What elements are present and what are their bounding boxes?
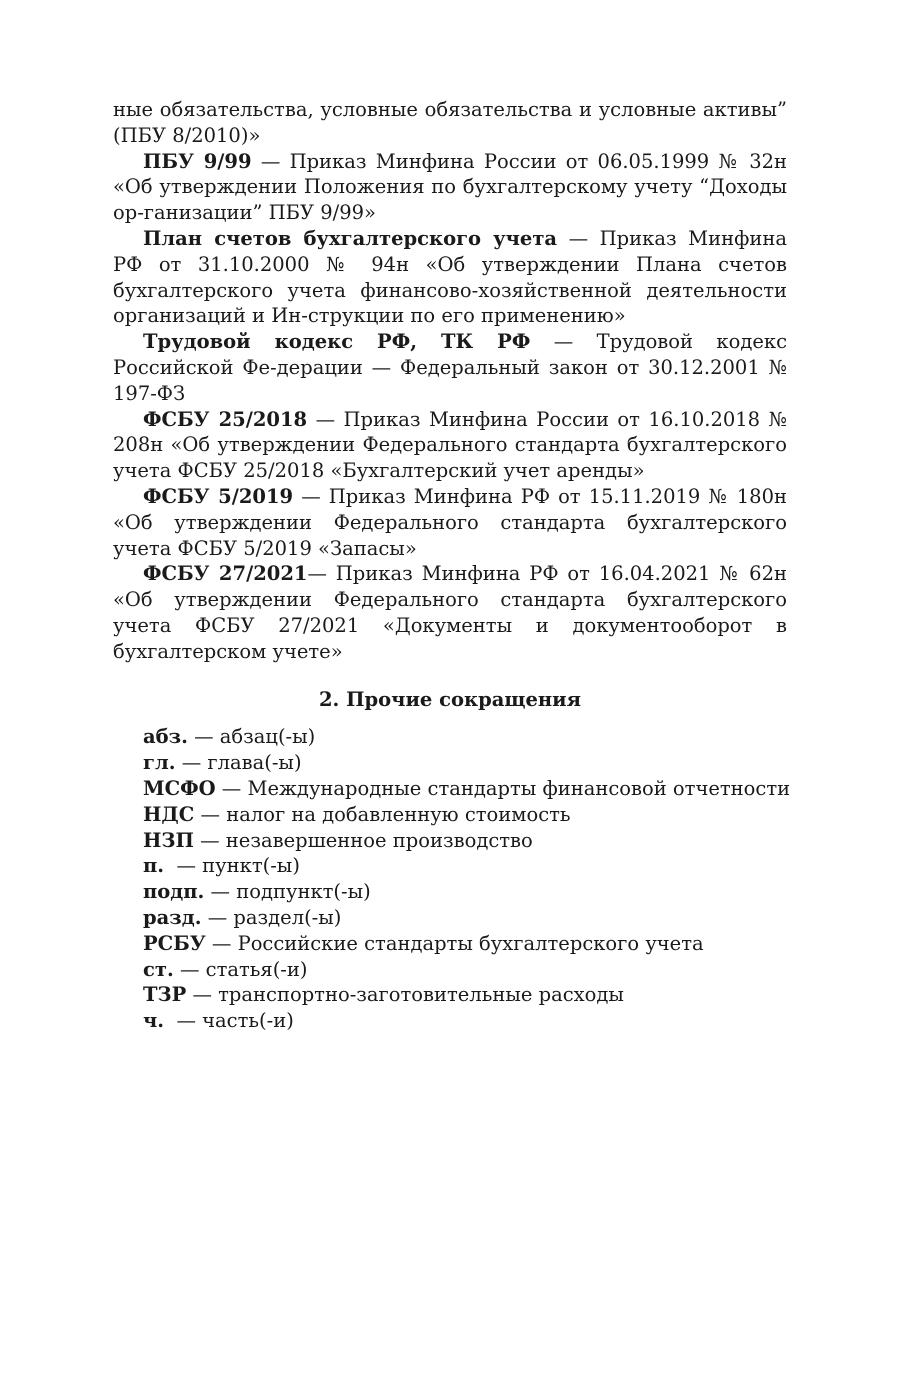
abbreviation-item (143, 724, 787, 750)
abbreviation-item (143, 905, 787, 931)
abbreviation-term: НДС (143, 802, 195, 826)
abbreviation-term: МСФО (143, 776, 216, 800)
reference-entry (113, 407, 787, 484)
abbreviation-term: ТЗР (143, 983, 187, 1007)
abbreviation-term: НЗП (143, 828, 194, 852)
abbreviation-item (143, 802, 787, 828)
reference-entry (113, 149, 787, 226)
document-page (113, 97, 791, 1034)
reference-text: — Приказ Минфина России от 06.05.1999 № 32н «Об утверждении Положения по бухгалтерскому учету “Доходы ор-ганизации” ПБУ 9/99» (113, 149, 787, 225)
abbreviation-item (143, 1008, 787, 1034)
reference-term: План счетов бухгалтерского учета (143, 226, 558, 250)
continued-line-1: ные обязательства, условные обязательства и условные активы” (113, 98, 787, 121)
abbreviation-meaning: — незавершенное производство (193, 828, 533, 852)
reference-entry (113, 484, 787, 561)
reference-text: — Приказ Минфина РФ от 15.11.2019 № 180н «Об утверждении Федерального стандарта бухгалтерского учета ФСБУ 5/2019 «Запасы» (113, 484, 787, 560)
abbreviation-item (143, 828, 787, 854)
reference-text: — Приказ Минфина РФ от 31.10.2000 № 94н «Об утверждении Плана счетов бухгалтерского учета финансово-хозяйственной деятельности организаций и Ин-струкции по его применению» (113, 226, 787, 328)
abbreviation-item (143, 750, 787, 776)
abbreviation-item (143, 957, 787, 983)
abbreviation-term: разд. (143, 905, 202, 929)
reference-entry (113, 329, 787, 406)
abbreviation-meaning: — Российские стандарты бухгалтерского учета (205, 931, 704, 955)
abbreviation-item (143, 879, 787, 905)
reference-term: ФСБУ 27/2021 (143, 562, 308, 586)
abbreviation-meaning: — абзац(-ы) (187, 725, 316, 749)
section-title: 2. Прочие сокращения (318, 687, 581, 711)
reference-entry (113, 226, 787, 329)
reference-text: — Приказ Минфина России от 16.10.2018 № 208н «Об утверждении Федерального стандарта бухгалтерского учета ФСБУ 25/2018 «Бухгалтерский учет аренды» (113, 407, 788, 483)
abbreviation-term: п. (143, 854, 165, 878)
abbreviation-meaning: — Международные стандарты финансовой отчетности (215, 776, 791, 800)
abbreviation-item (143, 931, 787, 957)
abbreviation-meaning: — раздел(-ы) (201, 905, 342, 929)
continued-paragraph (113, 97, 787, 149)
reference-text: — Приказ Минфина РФ от 16.04.2021 № 62н «Об утверждении Федерального стандарта бухгалтерского учета ФСБУ 27/2021 «Документы и документооборот в бухгалтерском учете» (113, 562, 787, 663)
abbreviation-meaning: — статья(-и) (173, 957, 308, 981)
abbreviation-list (113, 724, 791, 1034)
abbreviation-item (143, 853, 787, 879)
abbreviation-meaning: — часть(-и) (164, 1009, 294, 1033)
reference-term: ФСБУ 5/2019 (143, 484, 294, 508)
abbreviation-term: ч. (143, 1009, 165, 1033)
reference-term: ФСБУ 25/2018 (143, 407, 308, 431)
reference-text: — Трудовой кодекс Российской Фе-дерации — Федеральный закон от 30.12.2001 № 197-ФЗ (113, 330, 787, 405)
abbreviation-meaning: — налог на добавленную стоимость (194, 802, 571, 826)
abbreviation-term: гл. (143, 751, 176, 775)
reference-term: Трудовой кодекс РФ, ТК РФ (143, 330, 531, 354)
abbreviation-meaning: — глава(-ы) (175, 751, 302, 775)
abbreviation-item (143, 982, 787, 1008)
abbreviation-meaning: — транспортно-заготовительные расходы (186, 983, 624, 1007)
abbreviation-term: абз. (143, 725, 188, 749)
abbreviation-term: ст. (143, 957, 174, 981)
abbreviation-term: РСБУ (143, 931, 206, 955)
abbreviation-meaning: — подпункт(-ы) (204, 880, 371, 904)
abbreviation-item (143, 776, 791, 802)
reference-entry (113, 561, 787, 664)
continued-line-2: (ПБУ 8/2010)» (113, 123, 261, 147)
abbreviation-meaning: — пункт(-ы) (164, 854, 300, 878)
reference-term: ПБУ 9/99 (143, 149, 252, 173)
abbreviation-term: подп. (143, 880, 205, 904)
